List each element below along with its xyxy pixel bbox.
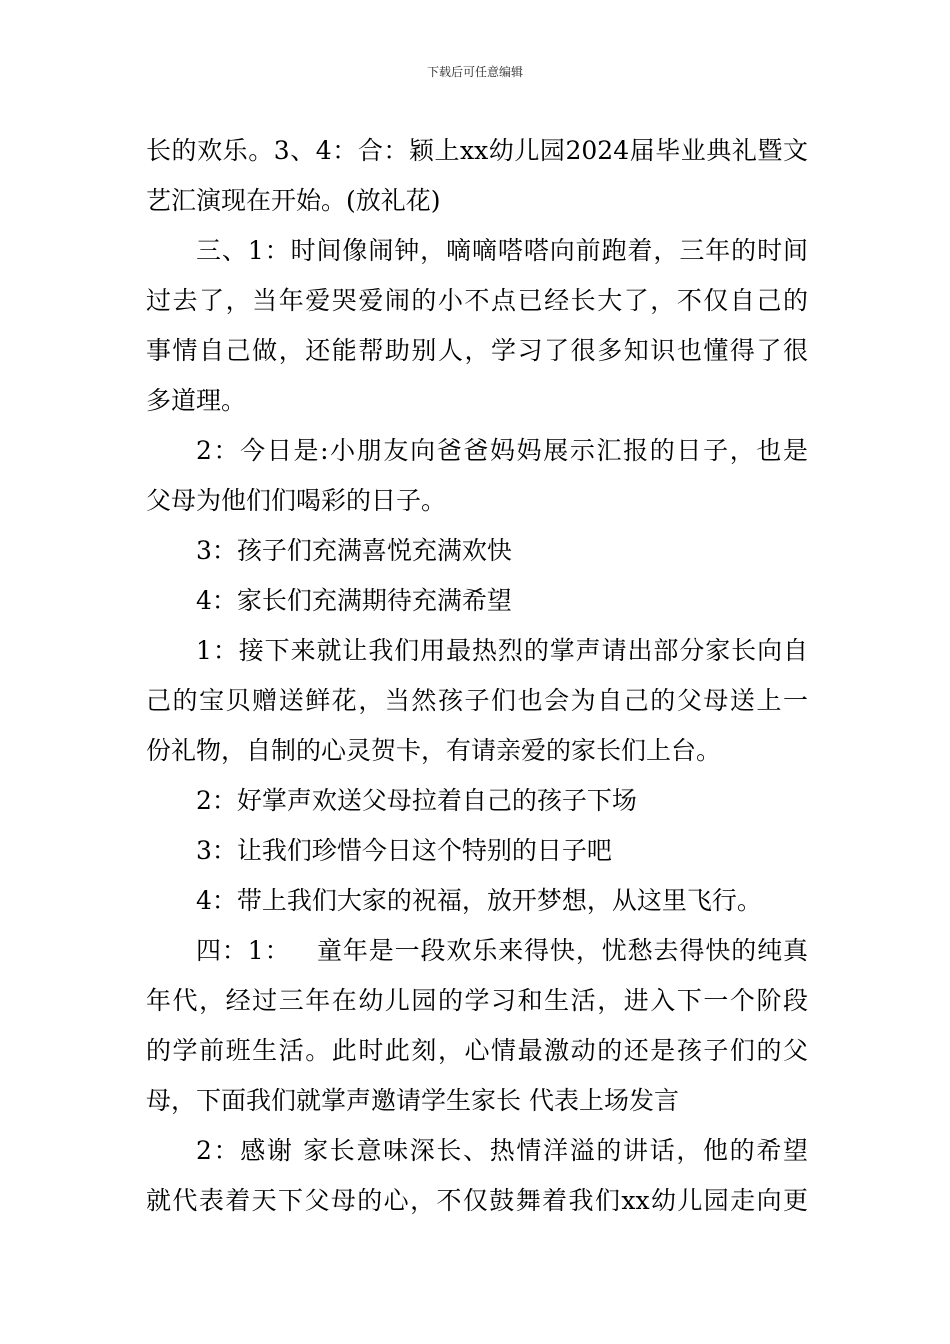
- text-line: 4：带上我们大家的祝福，放开梦想，从这里飞行。: [196, 886, 762, 915]
- text-line: 母，下面我们就掌声邀请学生家长 代表上场发言: [146, 1086, 679, 1115]
- text-line: 2：感谢 家长意味深长、热情洋溢的讲话，他的希望: [196, 1136, 808, 1165]
- text-line: 的学前班生活。此时此刻，心情最激动的还是孩子们的父: [146, 1036, 808, 1065]
- text-line: 份礼物，自制的心灵贺卡，有请亲爱的家长们上台。: [146, 736, 722, 765]
- text-line: 三、1：时间像闹钟，嘀嘀嗒嗒向前跑着，三年的时间: [196, 236, 808, 265]
- text-line: 父母为他们们喝彩的日子。: [146, 486, 447, 515]
- text-line: 过去了，当年爱哭爱闹的小不点已经长大了，不仅自己的: [146, 286, 808, 315]
- text-line: 就代表着天下父母的心，不仅鼓舞着我们xx幼儿园走向更: [146, 1186, 808, 1215]
- text-line: 长的欢乐。3、4：合：颖上xx幼儿园2024届毕业典礼暨文: [146, 136, 808, 165]
- text-line: 己的宝贝赠送鲜花，当然孩子们也会为自己的父母送上一: [146, 686, 808, 715]
- text-line: 3：让我们珍惜今日这个特别的日子吧: [196, 836, 612, 865]
- text-line: 事情自己做，还能帮助别人，学习了很多知识也懂得了很: [146, 336, 808, 365]
- text-line: 3：孩子们充满喜悦充满欢快: [196, 536, 512, 565]
- document-body: [146, 126, 808, 1226]
- page-header: 下载后可任意编辑: [426, 65, 523, 79]
- text-line: 四：1： 童年是一段欢乐来得快，忧愁去得快的纯真: [196, 936, 808, 965]
- text-line: 4：家长们充满期待充满希望: [196, 586, 512, 615]
- text-line: 2：好掌声欢送父母拉着自己的孩子下场: [196, 786, 637, 815]
- text-line: 2：今日是:小朋友向爸爸妈妈展示汇报的日子，也是: [196, 436, 808, 465]
- text-line: 艺汇演现在开始。(放礼花): [146, 186, 441, 215]
- text-line: 多道理。: [146, 386, 247, 415]
- text-line: 年代，经过三年在幼儿园的学习和生活，进入下一个阶段: [146, 986, 808, 1015]
- text-line: 1：接下来就让我们用最热烈的掌声请出部分家长向自: [196, 636, 808, 665]
